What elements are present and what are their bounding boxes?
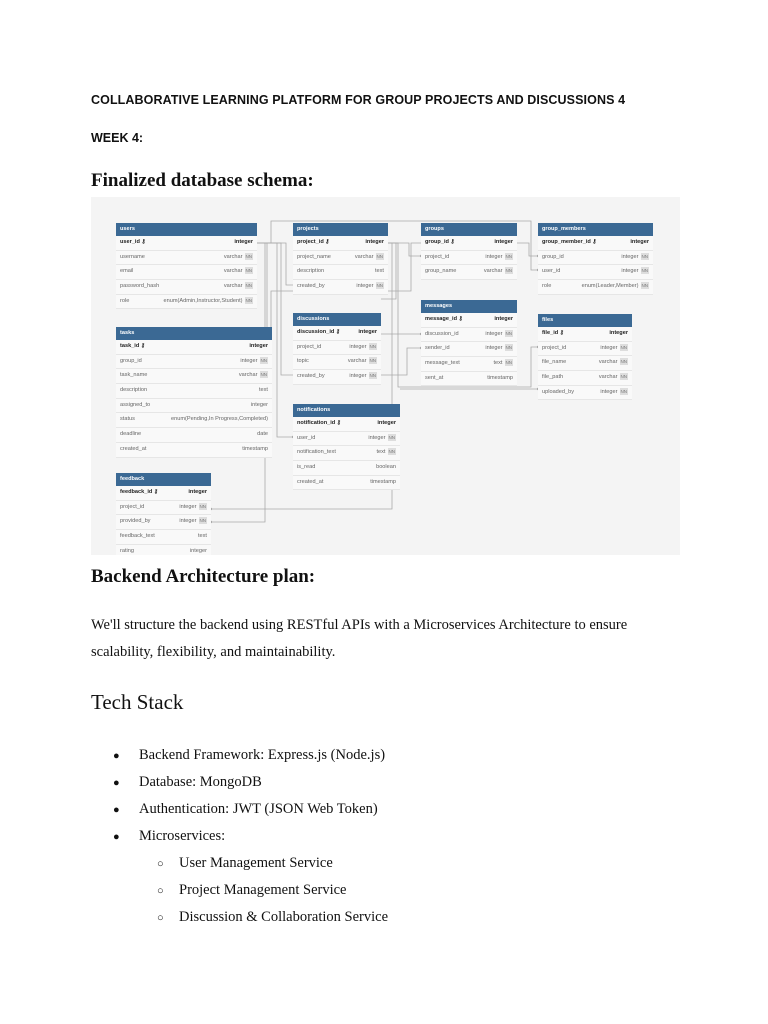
- table-row: [538, 371, 632, 386]
- table-name: groups: [421, 223, 517, 236]
- table-name: users: [116, 223, 257, 236]
- table-row: [116, 280, 257, 295]
- list-item: ○ Discussion & Collaboration Service: [91, 904, 388, 931]
- not-null-badge: NN: [505, 360, 512, 366]
- table-row: [116, 265, 257, 280]
- not-null-badge: NN: [388, 449, 395, 455]
- bullet-icon: ●: [113, 831, 120, 843]
- field-name: file_id ⚷: [542, 330, 564, 336]
- field-type: integer NN: [356, 283, 383, 290]
- field-name: task_name: [120, 372, 148, 379]
- not-null-badge: NN: [245, 283, 252, 289]
- field-name: created_at: [120, 445, 147, 452]
- table-name: files: [538, 314, 632, 327]
- field-name: discussion_id: [425, 330, 459, 337]
- field-name: feedback_id ⚷: [120, 489, 158, 495]
- tech-stack-heading: Tech Stack: [91, 690, 184, 714]
- field-type: integer NN: [621, 253, 648, 260]
- not-null-badge: NN: [620, 359, 627, 365]
- field-type: varchar NN: [598, 359, 627, 366]
- not-null-badge: NN: [245, 268, 252, 274]
- table-row: [116, 443, 272, 458]
- field-type: timestamp: [370, 478, 396, 485]
- field-type: date: [257, 431, 268, 438]
- field-type: text NN: [376, 449, 395, 456]
- table-feedback: [116, 473, 211, 555]
- not-null-badge: NN: [505, 253, 512, 259]
- not-null-badge: NN: [369, 343, 376, 349]
- backend-heading: Backend Architecture plan:: [91, 566, 316, 587]
- not-null-badge: NN: [620, 344, 627, 350]
- table-row: [116, 369, 272, 384]
- bullet-icon: ●: [113, 750, 120, 762]
- field-name: project_name: [297, 253, 331, 260]
- table-row: [116, 530, 211, 545]
- list-item: ● Microservices:: [91, 823, 388, 850]
- field-type: integer: [365, 239, 384, 245]
- field-name: group_id: [542, 253, 564, 260]
- field-type: integer NN: [600, 388, 627, 395]
- field-name: rating: [120, 547, 134, 554]
- field-name: user_id ⚷: [120, 239, 146, 245]
- field-name: project_id: [542, 344, 567, 351]
- table-row: [421, 313, 517, 328]
- field-name: task_id ⚷: [120, 343, 145, 349]
- field-name: feedback_text: [120, 533, 155, 540]
- circle-bullet-icon: ○: [157, 885, 164, 897]
- not-null-badge: NN: [376, 253, 383, 259]
- table-row: [293, 326, 381, 341]
- field-name: project_id ⚷: [297, 239, 330, 245]
- field-name: project_id: [297, 343, 322, 350]
- document-header: COLLABORATIVE LEARNING PLATFORM FOR GROUP PROJECTS AND DISCUSSIONS 4: [91, 93, 626, 107]
- field-name: created_by: [297, 283, 325, 290]
- field-type: enum(Leader,Member) NN: [581, 283, 648, 290]
- field-type: integer: [377, 420, 396, 426]
- field-type: integer NN: [349, 373, 376, 380]
- table-name: messages: [421, 300, 517, 313]
- week-label: WEEK 4:: [91, 131, 144, 145]
- field-name: file_path: [542, 374, 564, 381]
- table-row: [116, 295, 257, 310]
- field-name: status: [120, 416, 135, 423]
- field-type: integer: [189, 547, 207, 554]
- field-type: varchar NN: [354, 253, 383, 260]
- field-type: integer: [188, 489, 207, 495]
- table-files: [538, 314, 632, 400]
- table-row: [116, 399, 272, 414]
- not-null-badge: NN: [641, 268, 648, 274]
- field-type: integer NN: [240, 357, 267, 364]
- table-row: [116, 413, 272, 428]
- field-name: is_read: [297, 464, 316, 471]
- field-type: integer NN: [485, 330, 512, 337]
- not-null-badge: NN: [505, 345, 512, 351]
- field-name: description: [120, 387, 148, 394]
- field-type: integer: [494, 239, 513, 245]
- field-type: integer: [358, 329, 377, 335]
- table-discussions: [293, 313, 381, 385]
- field-type: varchar NN: [238, 372, 267, 379]
- field-name: message_id ⚷: [425, 316, 463, 322]
- database-schema-diagram: [91, 197, 680, 555]
- table-row: [293, 432, 400, 447]
- table-row: [293, 476, 400, 491]
- table-row: [116, 428, 272, 443]
- field-type: integer: [250, 401, 268, 408]
- table-row: [421, 357, 517, 372]
- table-row: [116, 355, 272, 370]
- list-item: ● Authentication: JWT (JSON Web Token): [91, 796, 388, 823]
- not-null-badge: NN: [245, 253, 252, 259]
- field-type: integer NN: [368, 434, 395, 441]
- table-row: [538, 327, 632, 342]
- table-row: [421, 236, 517, 251]
- table-row: [116, 486, 211, 501]
- backend-paragraph: We'll structure the backend using RESTful APIs with a Microservices Architecture to ensure scalability, flexibility, and maintainability.: [91, 617, 628, 660]
- field-type: integer NN: [485, 253, 512, 260]
- field-type: integer: [249, 343, 268, 349]
- list-item: ○ User Management Service: [91, 850, 388, 877]
- table-row: [293, 341, 381, 356]
- table-row: [116, 340, 272, 355]
- schema-heading: Finalized database schema:: [91, 170, 314, 191]
- not-null-badge: NN: [245, 297, 252, 303]
- list-item: ● Database: MongoDB: [91, 769, 388, 796]
- field-name: sender_id: [425, 345, 450, 352]
- field-type: integer NN: [179, 503, 206, 510]
- field-type: integer NN: [485, 345, 512, 352]
- table-row: [538, 280, 653, 295]
- field-type: varchar NN: [347, 358, 376, 365]
- table-row: [116, 501, 211, 516]
- field-type: text NN: [493, 360, 512, 367]
- field-name: password_hash: [120, 283, 160, 290]
- rel-line: [257, 243, 295, 285]
- field-name: topic: [297, 358, 309, 365]
- table-row: [116, 384, 272, 399]
- field-type: integer: [609, 330, 628, 336]
- table-row: [538, 356, 632, 371]
- field-type: boolean: [376, 464, 396, 471]
- table-row: [116, 236, 257, 251]
- not-null-badge: NN: [260, 357, 267, 363]
- table-row: [293, 265, 388, 280]
- field-type: varchar NN: [223, 268, 252, 275]
- table-row: [538, 251, 653, 266]
- field-name: created_at: [297, 478, 324, 485]
- field-type: varchar NN: [223, 253, 252, 260]
- field-name: group_name: [425, 268, 457, 275]
- field-name: created_by: [297, 373, 325, 380]
- field-name: uploaded_by: [542, 388, 575, 395]
- table-row: [421, 251, 517, 266]
- field-type: varchar NN: [223, 283, 252, 290]
- field-type: integer NN: [621, 268, 648, 275]
- bullet-icon: ●: [113, 777, 120, 789]
- field-type: integer: [494, 316, 513, 322]
- table-row: [538, 386, 632, 401]
- not-null-badge: NN: [620, 374, 627, 380]
- table-name: tasks: [116, 327, 272, 340]
- rel-line: [517, 243, 538, 256]
- not-null-badge: NN: [641, 253, 648, 259]
- table-row: [293, 236, 388, 251]
- not-null-badge: NN: [505, 268, 512, 274]
- table-tasks: [116, 327, 272, 458]
- table-row: [116, 515, 211, 530]
- table-row: [293, 355, 381, 370]
- table-projects: [293, 223, 388, 295]
- field-name: user_id: [297, 434, 316, 441]
- table-row: [421, 328, 517, 343]
- field-name: group_id ⚷: [425, 239, 455, 245]
- table-notifications: [293, 404, 400, 490]
- table-row: [293, 417, 400, 432]
- field-name: discussion_id ⚷: [297, 329, 340, 335]
- field-type: integer: [630, 239, 649, 245]
- field-name: message_text: [425, 360, 460, 367]
- not-null-badge: NN: [369, 373, 376, 379]
- tech-stack-list: [91, 742, 388, 931]
- field-type: timestamp: [242, 445, 268, 452]
- field-type: varchar NN: [483, 268, 512, 275]
- table-row: [293, 370, 381, 385]
- table-name: projects: [293, 223, 388, 236]
- circle-bullet-icon: ○: [157, 912, 164, 924]
- table-row: [293, 446, 400, 461]
- not-null-badge: NN: [199, 503, 206, 509]
- table-name: discussions: [293, 313, 381, 326]
- table-row: [293, 280, 388, 295]
- field-type: enum(Admin,Instructor,Student) NN: [163, 297, 252, 304]
- table-name: feedback: [116, 473, 211, 486]
- field-type: integer: [234, 239, 253, 245]
- table-row: [421, 265, 517, 280]
- table-groups: [421, 223, 517, 280]
- table-row: [421, 372, 517, 387]
- field-name: assigned_to: [120, 401, 151, 408]
- table-name: notifications: [293, 404, 400, 417]
- not-null-badge: NN: [260, 372, 267, 378]
- field-type: integer NN: [600, 344, 627, 351]
- field-name: user_id: [542, 268, 561, 275]
- field-type: varchar NN: [598, 374, 627, 381]
- table-messages: [421, 300, 517, 386]
- field-name: group_member_id ⚷: [542, 239, 597, 245]
- not-null-badge: NN: [369, 358, 376, 364]
- table-users: [116, 223, 257, 309]
- table-row: [538, 342, 632, 357]
- table-row: [538, 236, 653, 251]
- table-row: [293, 251, 388, 266]
- field-type: integer NN: [179, 518, 206, 525]
- bullet-icon: ●: [113, 804, 120, 816]
- not-null-badge: NN: [620, 388, 627, 394]
- field-name: description: [297, 268, 325, 275]
- table-row: [116, 545, 211, 555]
- field-name: project_id: [425, 253, 450, 260]
- field-type: integer NN: [349, 343, 376, 350]
- field-type: text: [197, 533, 207, 540]
- field-type: text: [258, 387, 268, 394]
- table-row: [421, 342, 517, 357]
- table-row: [538, 265, 653, 280]
- field-name: username: [120, 253, 145, 260]
- field-name: notification_id ⚷: [297, 420, 341, 426]
- field-type: text: [374, 268, 384, 275]
- table-group-members: [538, 223, 653, 295]
- not-null-badge: NN: [505, 330, 512, 336]
- table-row: [293, 461, 400, 476]
- field-type: enum(Pending,In Progress,Completed): [170, 416, 268, 423]
- not-null-badge: NN: [388, 434, 395, 440]
- list-item: ○ Project Management Service: [91, 877, 388, 904]
- field-name: provided_by: [120, 518, 151, 525]
- field-name: project_id: [120, 503, 145, 510]
- rel-line: [381, 348, 421, 375]
- not-null-badge: NN: [376, 283, 383, 289]
- field-name: role: [120, 297, 130, 304]
- field-name: email: [120, 268, 134, 275]
- field-name: role: [542, 283, 552, 290]
- circle-bullet-icon: ○: [157, 858, 164, 870]
- field-name: sent_at: [425, 374, 444, 381]
- not-null-badge: NN: [641, 283, 648, 289]
- field-type: timestamp: [487, 374, 513, 381]
- table-name: group_members: [538, 223, 653, 236]
- table-row: [116, 251, 257, 266]
- field-name: file_name: [542, 359, 567, 366]
- field-name: notification_text: [297, 449, 336, 456]
- microservices-sublist: [91, 850, 388, 931]
- list-item: ● Backend Framework: Express.js (Node.js): [91, 742, 388, 769]
- field-name: deadline: [120, 431, 142, 438]
- not-null-badge: NN: [199, 518, 206, 524]
- field-name: group_id: [120, 357, 142, 364]
- rel-line: [388, 243, 421, 256]
